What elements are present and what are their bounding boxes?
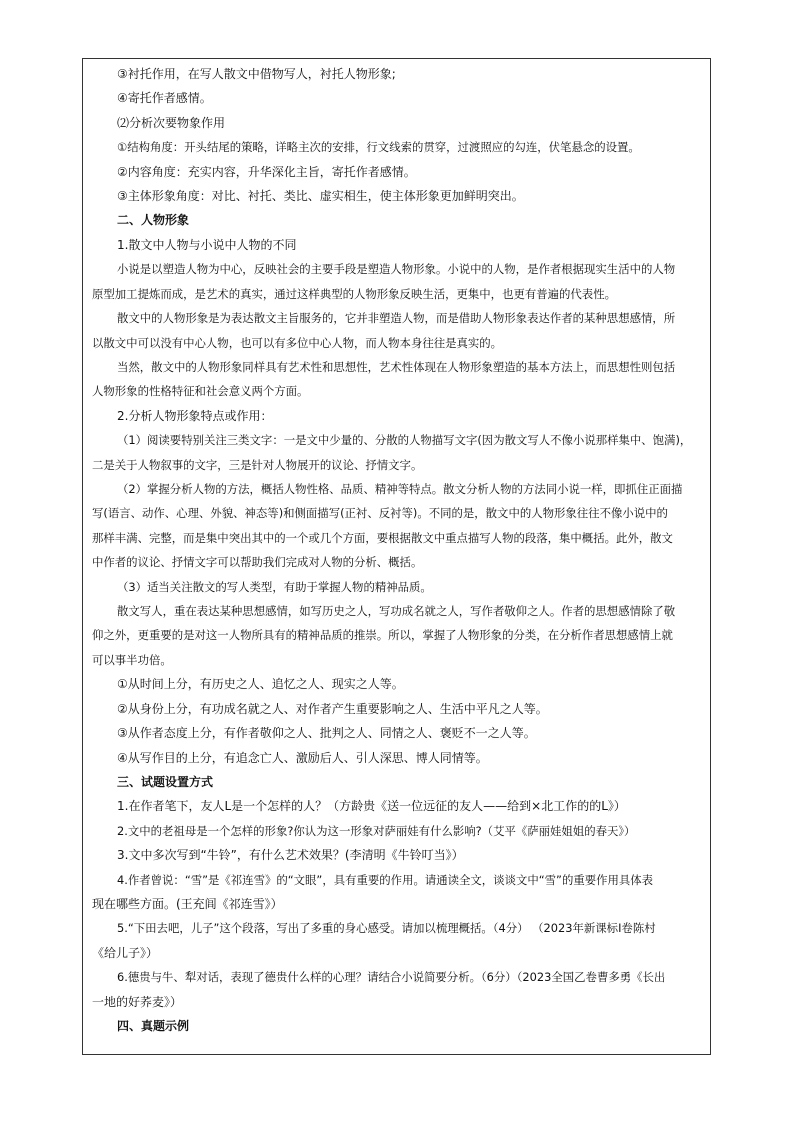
section-heading: 三、试题设置方式 xyxy=(117,775,214,789)
text-line: 当然，散文中的人物形象同样具有艺术性和思想性，艺术性体现在人物形象塑造的基本方法上，而思想性则包括 xyxy=(117,360,676,374)
text-line: 散文中的人物形象是为表达散文主旨服务的，它并非塑造人物，而是借助人物形象表达作者的某种思想感情，所 xyxy=(117,311,676,325)
text-line: 原型加工提炼而成，是艺术的真实，通过这样典型的人物形象反映生活，更集中，也更有普遍的代表性。 xyxy=(92,287,616,301)
question-line: 1.在作者笔下，友人L是一个怎样的人？（方龄贵《送一位远征的友人——给到×北工作的的L》） xyxy=(117,799,626,813)
text-line: ③从作者态度上分，有作者敬仰之人、批判之人、同情之人、褒贬不一之人等。 xyxy=(117,726,536,740)
section-heading: 二、人物形象 xyxy=(117,213,190,227)
text-line: ④寄托作者感情。 xyxy=(117,91,212,105)
text-line: 写(语言、动作、心理、外貌、神态等)和侧面描写(正衬、反衬等)。不同的是，散文中的人物形象往往不像小说中的 xyxy=(92,506,668,520)
text-line: ④从写作目的上分，有追念亡人、激励后人、引人深思、博人同情等。 xyxy=(117,751,488,765)
text-line: ②从身份上分，有功成名就之人、对作者产生重要影响之人、生活中平凡之人等。 xyxy=(117,702,548,716)
text-line: 小说是以塑造人物为中心，反映社会的主要手段是塑造人物形象。小说中的人物，是作者根据现实生活中的人物 xyxy=(117,262,676,276)
document-frame xyxy=(82,58,711,1055)
text-line: 那样丰满、完整，而是集中突出其中的一个或几个方面，要根据散文中重点描写人物的段落，集中概括。此外，散文 xyxy=(92,531,673,545)
text-line: ①结构角度：开头结尾的策略，详略主次的安排，行文线索的贯穿，过渡照应的勾连，伏笔悬念的设置。 xyxy=(117,140,640,154)
text-line: （2）掌握分析人物的方法，概括人物性格、品质、精神等特点。散文分析人物的方法同小说一样，即抓住正面描 xyxy=(117,482,683,496)
section-heading: 四、真题示例 xyxy=(117,1019,190,1033)
text-line: （3）适当关注散文的写人类型，有助于掌握人物的精神品质。 xyxy=(117,580,432,594)
text-line: 散文写人，重在表达某种思想感情，如写历史之人，写功成名就之人，写作者敬仰之人。作者的思想感情除了敬 xyxy=(117,604,676,618)
text-line: 以散文中可以没有中心人物，也可以有多位中心人物，而人物本身往往是真实的。 xyxy=(92,336,503,350)
question-line: 现在哪些方面。(王充闾《祁连雪》） xyxy=(92,897,283,911)
question-line: 6.德贵与牛、犁对话，表现了德贵什么样的心理？请结合小说简要分析。（6分）（2023全国乙卷曹多勇《长出 xyxy=(117,970,666,984)
question-line: 2.文中的老祖母是一个怎样的形象?你认为这一形象对萨丽娃有什么影响?（艾平《萨丽娃姐姐的春天》） xyxy=(117,824,636,838)
text-line: （1）阅读要特别关注三类文字：一是文中少量的、分散的人物描写文字(因为散文写人不像小说那样集中、饱满)， xyxy=(117,433,692,447)
text-line: 中作者的议论、抒情文字可以帮助我们完成对人物的分析、概括。 xyxy=(92,555,423,569)
question-line: 5.“下田去吧，儿子”这个段落，写出了多重的身心感受。请加以梳理概括。（4分） （2023年新课标Ⅰ卷陈村 xyxy=(117,921,656,935)
text-line: ③衬托作用，在写人散文中借物写人，衬托人物形象; xyxy=(117,67,396,81)
text-line: 二是关于人物叙事的文字，三是针对人物展开的议论、抒情文字。 xyxy=(92,458,423,472)
question-line: 《给儿子》） xyxy=(92,946,159,960)
question-line: 3.文中多次写到“牛铃”，有什么艺术效果？(李清明《牛铃叮当》） xyxy=(117,848,464,862)
subheading: ⑵分析次要物象作用 xyxy=(117,116,226,130)
subheading: 1.散文中人物与小说中人物的不同 xyxy=(117,238,297,252)
text-line: 可以事半功倍。 xyxy=(92,653,172,667)
text-line: 人物形象的性格特征和社会意义两个方面。 xyxy=(92,384,309,398)
text-line: ①从时间上分，有历史之人、追忆之人、现实之人等。 xyxy=(117,677,404,691)
text-line: ③主体形象角度：对比、衬托、类比、虚实相生，使主体形象更加鲜明突出。 xyxy=(117,189,524,203)
text-line: 仰之外，更重要的是对这一人物所具有的精神品质的推崇。所以，掌握了人物形象的分类，在分析作者思想感情上就 xyxy=(92,628,673,642)
text-line: ②内容角度：充实内容，升华深化主旨，寄托作者感情。 xyxy=(117,165,416,179)
subheading: 2.分析人物形象特点或作用： xyxy=(117,409,273,423)
question-line: 一地的好荞麦》） xyxy=(92,995,183,1009)
question-line: 4.作者曾说：“雪”是《祁连雪》的“文眼”，具有重要的作用。请通读全文，谈谈文中“雪”的重要作用具体表 xyxy=(117,873,654,887)
